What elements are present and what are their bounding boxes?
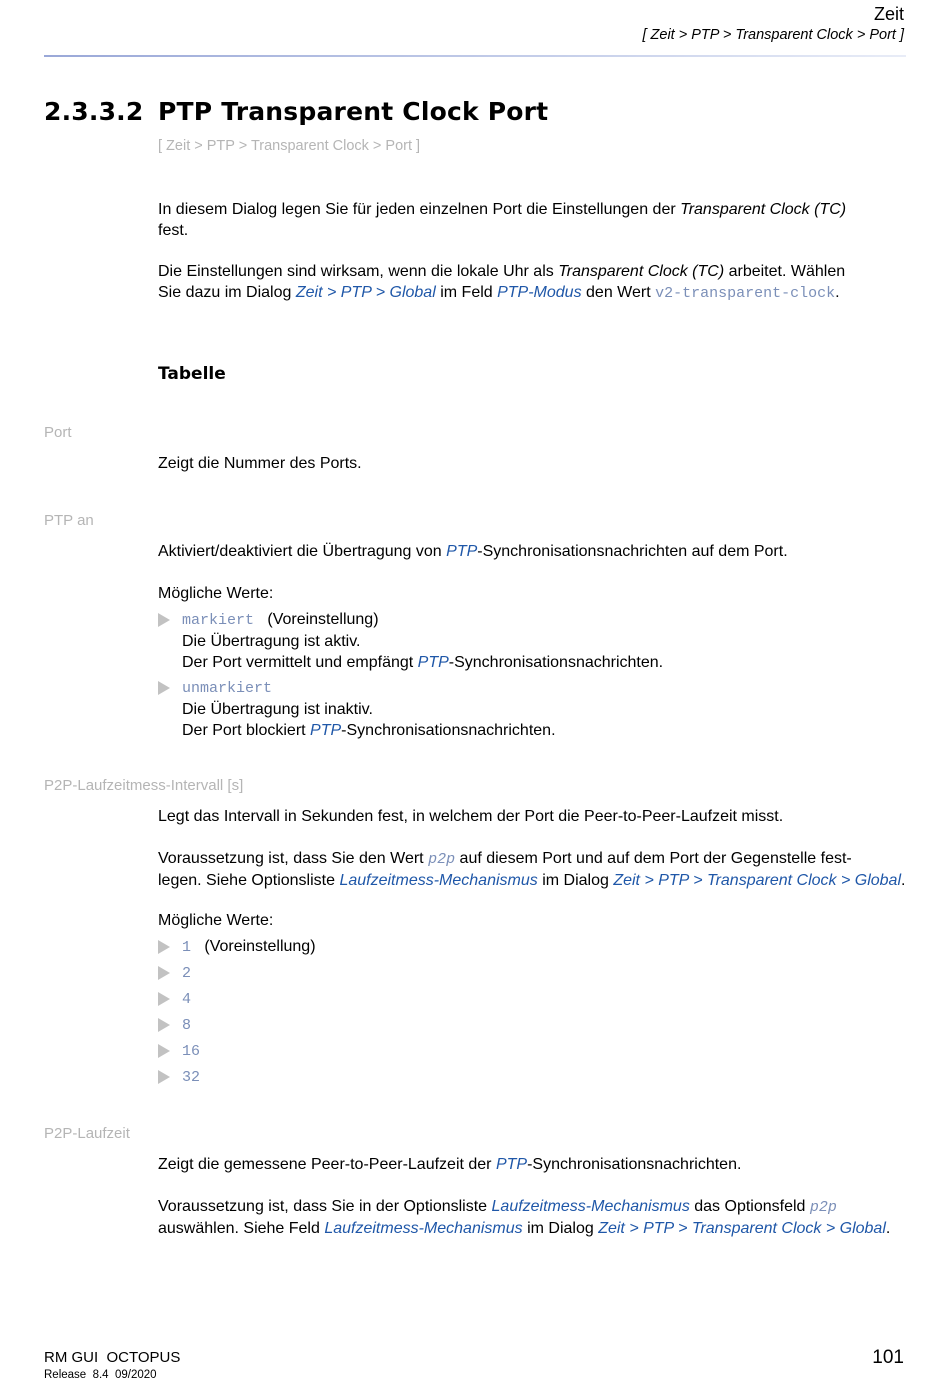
subheading-tabelle: Tabelle	[158, 364, 226, 384]
intro-paragraph-2: Die Einstellungen sind wirksam, wenn die lokale Uhr als Transparent Clock (TC) arbeitet. Wählen Sie dazu im Dialog Zeit > PTP > Global im Feld PTP-Modus den Wert v2-transparent-clock.	[158, 263, 846, 302]
link-ptp[interactable]: PTP	[417, 654, 449, 671]
code-value: 32	[182, 1069, 201, 1086]
link-zeit-ptp-global[interactable]: Zeit > PTP > Global	[295, 284, 436, 301]
link-transparent-clock-global[interactable]: Zeit > PTP > Transparent Clock > Global	[613, 872, 902, 889]
list-item	[158, 962, 191, 984]
bullet-triangle-icon	[158, 940, 170, 954]
field-label-port: Port	[44, 424, 72, 441]
bullet-triangle-icon	[158, 1070, 170, 1084]
code-value: 2	[182, 965, 192, 982]
intro-paragraph-1: In diesem Dialog legen Sie für jeden einzelnen Port die Einstellungen der Transparent Clock (TC) fest.	[158, 201, 847, 239]
header-title: Zeit	[873, 4, 904, 24]
field-label-interval: P2P-Laufzeitmess-Intervall [s]	[44, 777, 244, 794]
section-title: PTP Transparent Clock Port	[158, 97, 549, 126]
page-number: 101	[872, 1347, 904, 1368]
bullet-triangle-icon	[158, 681, 170, 695]
code-value: 16	[182, 1043, 201, 1060]
link-ptp[interactable]: PTP	[495, 1156, 528, 1173]
field-desc-port: Zeigt die Nummer des Ports.	[158, 455, 362, 472]
list-item: 1 (Voreinstellung)	[158, 936, 316, 958]
code-value: 8	[182, 1017, 192, 1034]
field-requirement-interval: Voraussetzung ist, dass Sie den Wert p2p auf diesem Port und auf dem Port der Gegenstelle fest- legen. Siehe Optionsliste Laufzeitmess-Mechanismus im Dialog Zeit > PTP > Transparent Clock > Global.	[158, 850, 906, 889]
list-item	[158, 988, 191, 1010]
link-ptp[interactable]: PTP	[446, 543, 478, 560]
field-desc-laufzeit: Zeigt die gemessene Peer-to-Peer-Laufzeit der PTP-Synchronisationsnachrichten.	[158, 1156, 742, 1173]
code-value: p2p	[809, 1199, 837, 1216]
bullet-triangle-icon	[158, 992, 170, 1006]
bullet-triangle-icon	[158, 966, 170, 980]
list-item: unmarkiert Die Übertragung ist inaktiv. Der Port blockiert PTP-Synchronisationsnachrichten.	[158, 677, 556, 741]
link-laufzeitmess-mechanismus[interactable]: Laufzeitmess-Mechanismus	[491, 1198, 690, 1215]
field-requirement-laufzeit: Voraussetzung ist, dass Sie in der Optionsliste Laufzeitmess-Mechanismus das Optionsfeld p2p auswählen. Siehe Feld Laufzeitmess-Mechanismus im Dialog Zeit > PTP > Transparent Clock > Global.	[158, 1198, 891, 1237]
values-label-interval: Mögliche Werte:	[158, 912, 274, 929]
header-divider	[44, 55, 906, 57]
list-item: markiert (Voreinstellung) Die Übertragung ist aktiv. Der Port vermittelt und empfängt PTP-Synchronisationsnachrichten.	[158, 609, 663, 673]
code-value: 4	[182, 991, 192, 1008]
field-desc-ptp-an: Aktiviert/deaktiviert die Übertragung von PTP-Synchronisationsnachrichten auf dem Port.	[158, 543, 788, 560]
footer-product: RM GUI OCTOPUS	[44, 1349, 181, 1366]
link-ptp-modus[interactable]: PTP-Modus	[497, 284, 582, 301]
code-value: markiert	[182, 612, 255, 629]
list-item	[158, 1014, 191, 1036]
values-label-ptp-an: Mögliche Werte:	[158, 585, 274, 602]
code-value: p2p	[428, 851, 456, 868]
section-number: 2.3.3.2	[44, 97, 144, 126]
code-value: unmarkiert	[182, 680, 273, 697]
section-breadcrumb: [ Zeit > PTP > Transparent Clock > Port ]	[158, 138, 421, 154]
field-desc-interval: Legt das Intervall in Sekunden fest, in welchem der Port die Peer-to-Peer-Laufzeit misst.	[158, 808, 784, 825]
bullet-triangle-icon	[158, 613, 170, 627]
header-breadcrumb: [ Zeit > PTP > Transparent Clock > Port ]	[642, 27, 904, 43]
link-transparent-clock-global[interactable]: Zeit > PTP > Transparent Clock > Global	[598, 1220, 886, 1237]
code-value: 1	[182, 939, 192, 956]
bullet-triangle-icon	[158, 1044, 170, 1058]
link-ptp[interactable]: PTP	[310, 722, 342, 739]
footer-release: Release 8.4 09/2020	[44, 1369, 157, 1381]
field-label-ptp-an: PTP an	[44, 512, 94, 529]
link-laufzeitmess-mechanismus[interactable]: Laufzeitmess-Mechanismus	[339, 872, 538, 889]
bullet-triangle-icon	[158, 1018, 170, 1032]
list-item	[158, 1066, 200, 1088]
list-item	[158, 1040, 200, 1062]
code-value: v2-transparent-clock	[655, 285, 836, 302]
link-laufzeitmess-mechanismus[interactable]: Laufzeitmess-Mechanismus	[324, 1220, 523, 1237]
field-label-laufzeit: P2P-Laufzeit	[44, 1125, 130, 1142]
